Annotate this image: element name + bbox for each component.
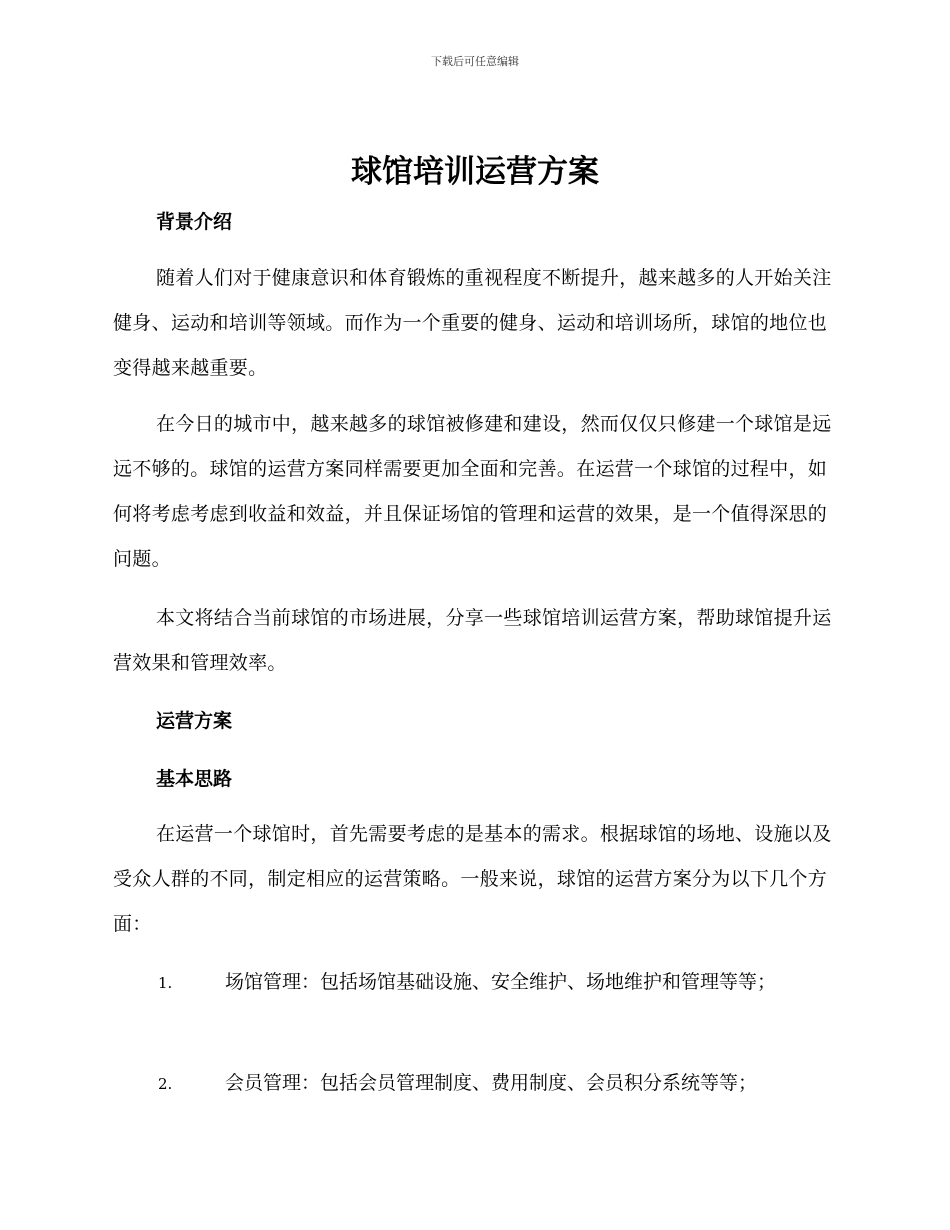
- paragraph-background-2: 在今日的城市中，越来越多的球馆被修建和建设，然而仅仅只修建一个球馆是远远不够的。球馆的运营方案同样需要更加全面和完善。在运营一个球馆的过程中，如何将考虑考虑到收益和效益，并且保证场馆的管理和运营的效果，是一个值得深思的问题。: [113, 413, 832, 570]
- heading-background: 背景介绍: [156, 211, 233, 233]
- list-item-number: 1.: [158, 974, 173, 992]
- paragraph-basic-idea: 在运营一个球馆时，首先需要考虑的是基本的需求。根据球馆的场地、设施以及受众人群的不同，制定相应的运营策略。一般来说，球馆的运营方案分为以下几个方面：: [113, 823, 832, 935]
- header-note: 下载后可任意编辑: [431, 55, 519, 68]
- list-item: [113, 960, 833, 1006]
- paragraph-background-3: 本文将结合当前球馆的市场进展，分享一些球馆培训运营方案，帮助球馆提升运营效果和管理效率。: [113, 607, 832, 674]
- list-item-text: 场馆管理：包括场馆基础设施、安全维护、场地维护和管理等等；: [225, 971, 777, 993]
- list-item: [113, 1061, 833, 1107]
- heading-operation: 运营方案: [156, 710, 233, 732]
- document-title: 球馆培训运营方案: [351, 154, 599, 190]
- heading-basic-idea: 基本思路: [156, 768, 233, 790]
- list-item-text: 会员管理：包括会员管理制度、费用制度、会员积分系统等等；: [225, 1072, 758, 1094]
- paragraph-background-1: 随着人们对于健康意识和体育锻炼的重视程度不断提升，越来越多的人开始关注健身、运动和培训等领域。而作为一个重要的健身、运动和培训场所，球馆的地位也变得越来越重要。: [113, 267, 832, 379]
- list-item-number: 2.: [158, 1075, 173, 1093]
